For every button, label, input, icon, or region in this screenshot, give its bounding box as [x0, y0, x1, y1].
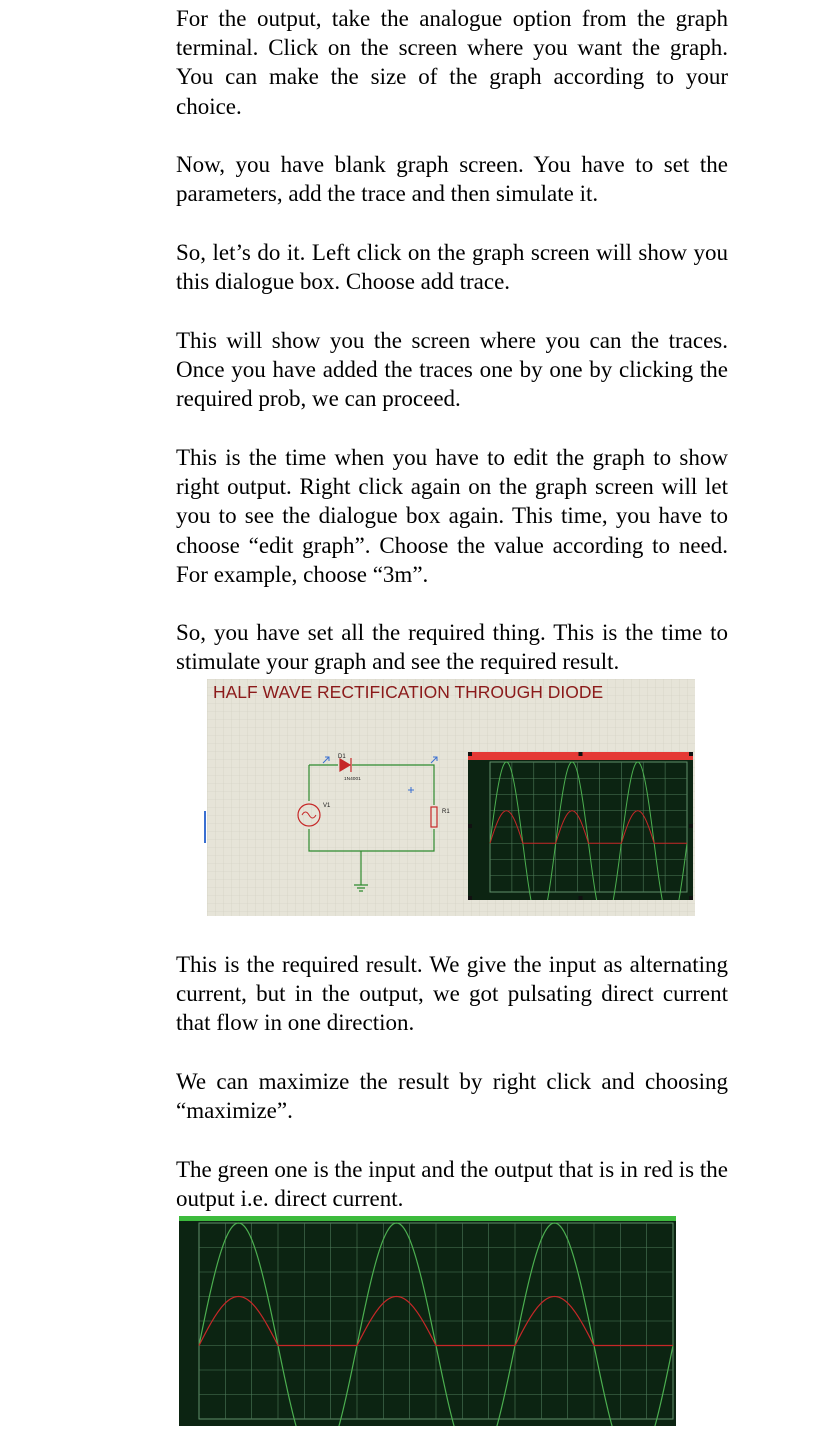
- diode-part-label: 1N4001: [344, 777, 361, 782]
- maximized-graph-figure: [179, 1216, 676, 1426]
- resize-handle: [468, 752, 472, 756]
- analogue-graph-small: [468, 752, 693, 900]
- paragraph-3: So, let’s do it. Left click on the graph screen will show you this dialogue box. Choose add trace.: [176, 240, 728, 295]
- text-cursor: [204, 811, 206, 843]
- paragraph-5: This is the time when you have to edit the graph to show right output. Right click again on the graph screen will let you to see the dialogue box again. This time, you have to choose “edit graph”. Choose the value according to need. For example, choose “3m”.: [176, 445, 728, 587]
- paragraph-1: For the output, take the analogue option from the graph terminal. Click on the screen where you want the graph. You can make the size of the graph according to your choice.: [176, 6, 728, 119]
- circuit-title: HALF WAVE RECTIFICATION THROUGH DIODE: [213, 682, 604, 702]
- resize-handle: [689, 824, 693, 828]
- resize-handle: [579, 896, 583, 900]
- paragraph-7: This is the required result. We give the input as alternating current, but in the output, we got pulsating direct current that flow in one direction.: [176, 952, 728, 1036]
- resize-handle: [579, 752, 583, 756]
- paragraph-2: Now, you have blank graph screen. You have to set the parameters, add the trace and then simulate it.: [176, 152, 728, 207]
- resize-handle: [689, 752, 693, 756]
- resistor-ref-label: R1: [442, 809, 450, 815]
- analogue-graph-maximized: [179, 1216, 676, 1426]
- diode-ref-label: D1: [338, 754, 346, 760]
- paragraph-4: This will show you the screen where you can the traces. Once you have added the traces one by one by clicking the required prob, we can proceed.: [176, 328, 728, 412]
- paragraph-6: So, you have set all the required thing. This is the time to stimulate your graph and see the required result.: [176, 620, 728, 675]
- paragraph-8: We can maximize the result by right click and choosing “maximize”.: [176, 1069, 728, 1124]
- source-ref-label: V1: [323, 803, 331, 809]
- graph-header-bar: [179, 1216, 676, 1221]
- circuit-simulation-figure: [207, 679, 695, 916]
- paragraph-9: The green one is the input and the output that is in red is the output i.e. direct current.: [176, 1157, 728, 1212]
- resize-handle: [468, 824, 472, 828]
- resize-handle: [689, 896, 693, 900]
- resize-handle: [468, 896, 472, 900]
